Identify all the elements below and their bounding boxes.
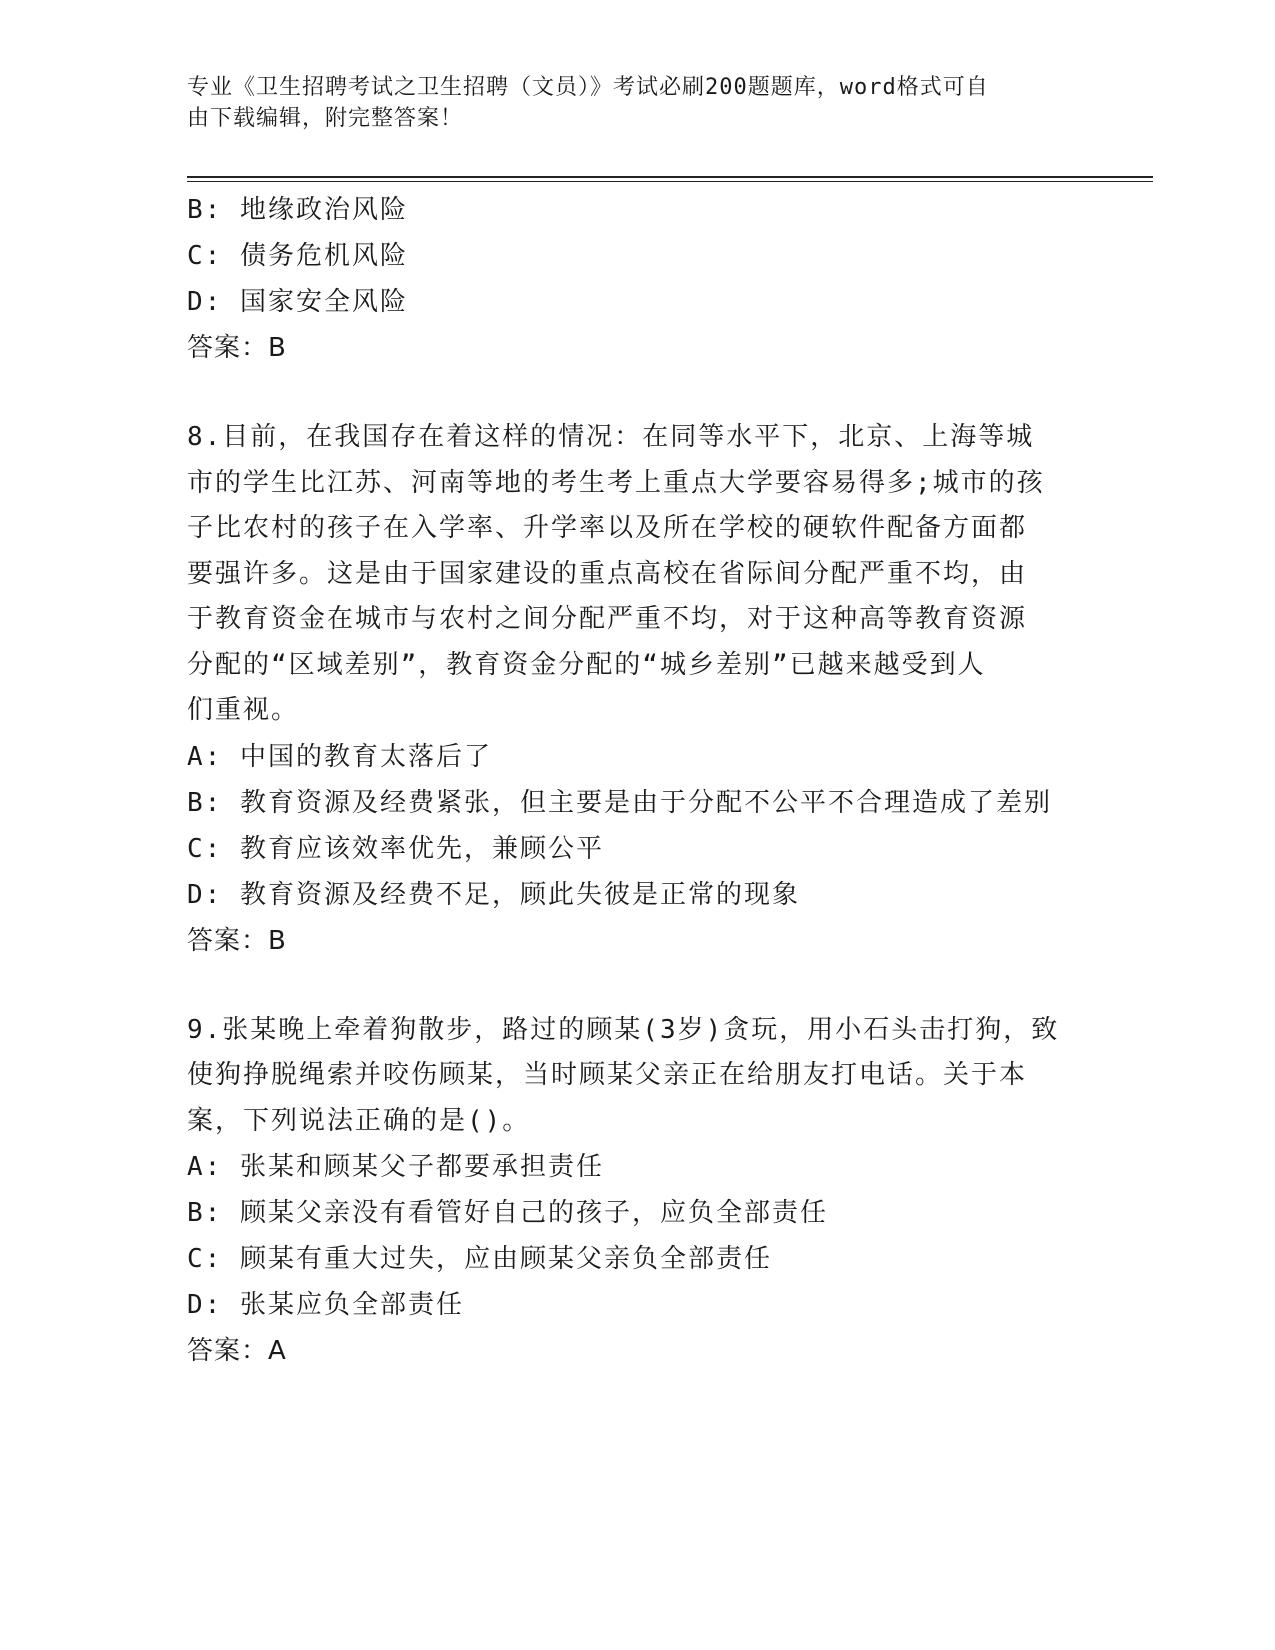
question-stem-line: 8.目前，在我国存在着这样的情况：在同等水平下，北京、上海等城 xyxy=(187,422,1035,452)
spacer xyxy=(187,964,1087,1008)
document-body xyxy=(187,187,1087,1374)
option-b: B: 教育资源及经费紧张，但主要是由于分配不公平不合理造成了差别 xyxy=(187,787,1052,818)
question-stem-line: 于教育资金在城市与农村之间分配严重不均，对于这种高等教育资源 xyxy=(187,604,1028,634)
option-d: D: 教育资源及经费不足，顾此失彼是正常的现象 xyxy=(187,879,800,910)
option-c: C: 教育应该效率优先，兼顾公平 xyxy=(187,833,604,864)
question-stem-line: 要强许多。这是由于国家建设的重点高校在省际间分配严重不均，由 xyxy=(187,558,1028,589)
question-stem-line: 9.张某晚上牵着狗散步，路过的顾某(3岁)贪玩，用小石头击打狗，致 xyxy=(187,1014,1060,1045)
question-8 xyxy=(187,415,1087,964)
option-d: D: 国家安全风险 xyxy=(187,287,408,317)
answer-line: 答案：A xyxy=(187,1336,287,1366)
question-stem-line: 分配的“区域差别”，教育资金分配的“城乡差别”已越来越受到人 xyxy=(187,649,986,680)
question-stem-line: 子比农村的孩子在入学率、升学率以及所在学校的硬软件配备方面都 xyxy=(187,513,1028,543)
document-header xyxy=(187,72,1067,134)
header-line-1: 专业《卫生招聘考试之卫生招聘（文员）》考试必刷200题题库，word格式可自 xyxy=(187,75,989,100)
option-a: A: 张某和顾某父子都要承担责任 xyxy=(187,1152,604,1182)
question-stem-line: 市的学生比江苏、河南等地的考生考上重点大学要容易得多;城市的孩 xyxy=(187,467,1045,498)
question-9 xyxy=(187,1008,1087,1375)
header-divider-thick xyxy=(187,176,1153,178)
option-c: C: 债务危机风险 xyxy=(187,241,408,271)
option-a: A: 中国的教育太落后了 xyxy=(187,741,492,772)
question-stem-line: 案，下列说法正确的是()。 xyxy=(187,1105,531,1136)
option-d: D: 张某应负全部责任 xyxy=(187,1290,464,1320)
option-b: B: 顾某父亲没有看管好自己的孩子，应负全部责任 xyxy=(187,1198,828,1228)
option-b: B: 地缘政治风险 xyxy=(187,195,408,225)
option-c: C: 顾某有重大过失，应由顾某父亲负全部责任 xyxy=(187,1244,772,1274)
spacer xyxy=(187,371,1087,415)
header-divider-thin xyxy=(187,181,1153,182)
answer-line: 答案：B xyxy=(187,333,287,363)
header-line-2: 由下载编辑，附完整答案！ xyxy=(187,106,464,131)
question-stem-line: 们重视。 xyxy=(187,695,300,725)
answer-line: 答案：B xyxy=(187,925,287,956)
carryover-block xyxy=(187,187,1087,371)
question-stem-line: 使狗挣脱绳索并咬伤顾某，当时顾某父亲正在给朋友打电话。关于本 xyxy=(187,1060,1028,1090)
